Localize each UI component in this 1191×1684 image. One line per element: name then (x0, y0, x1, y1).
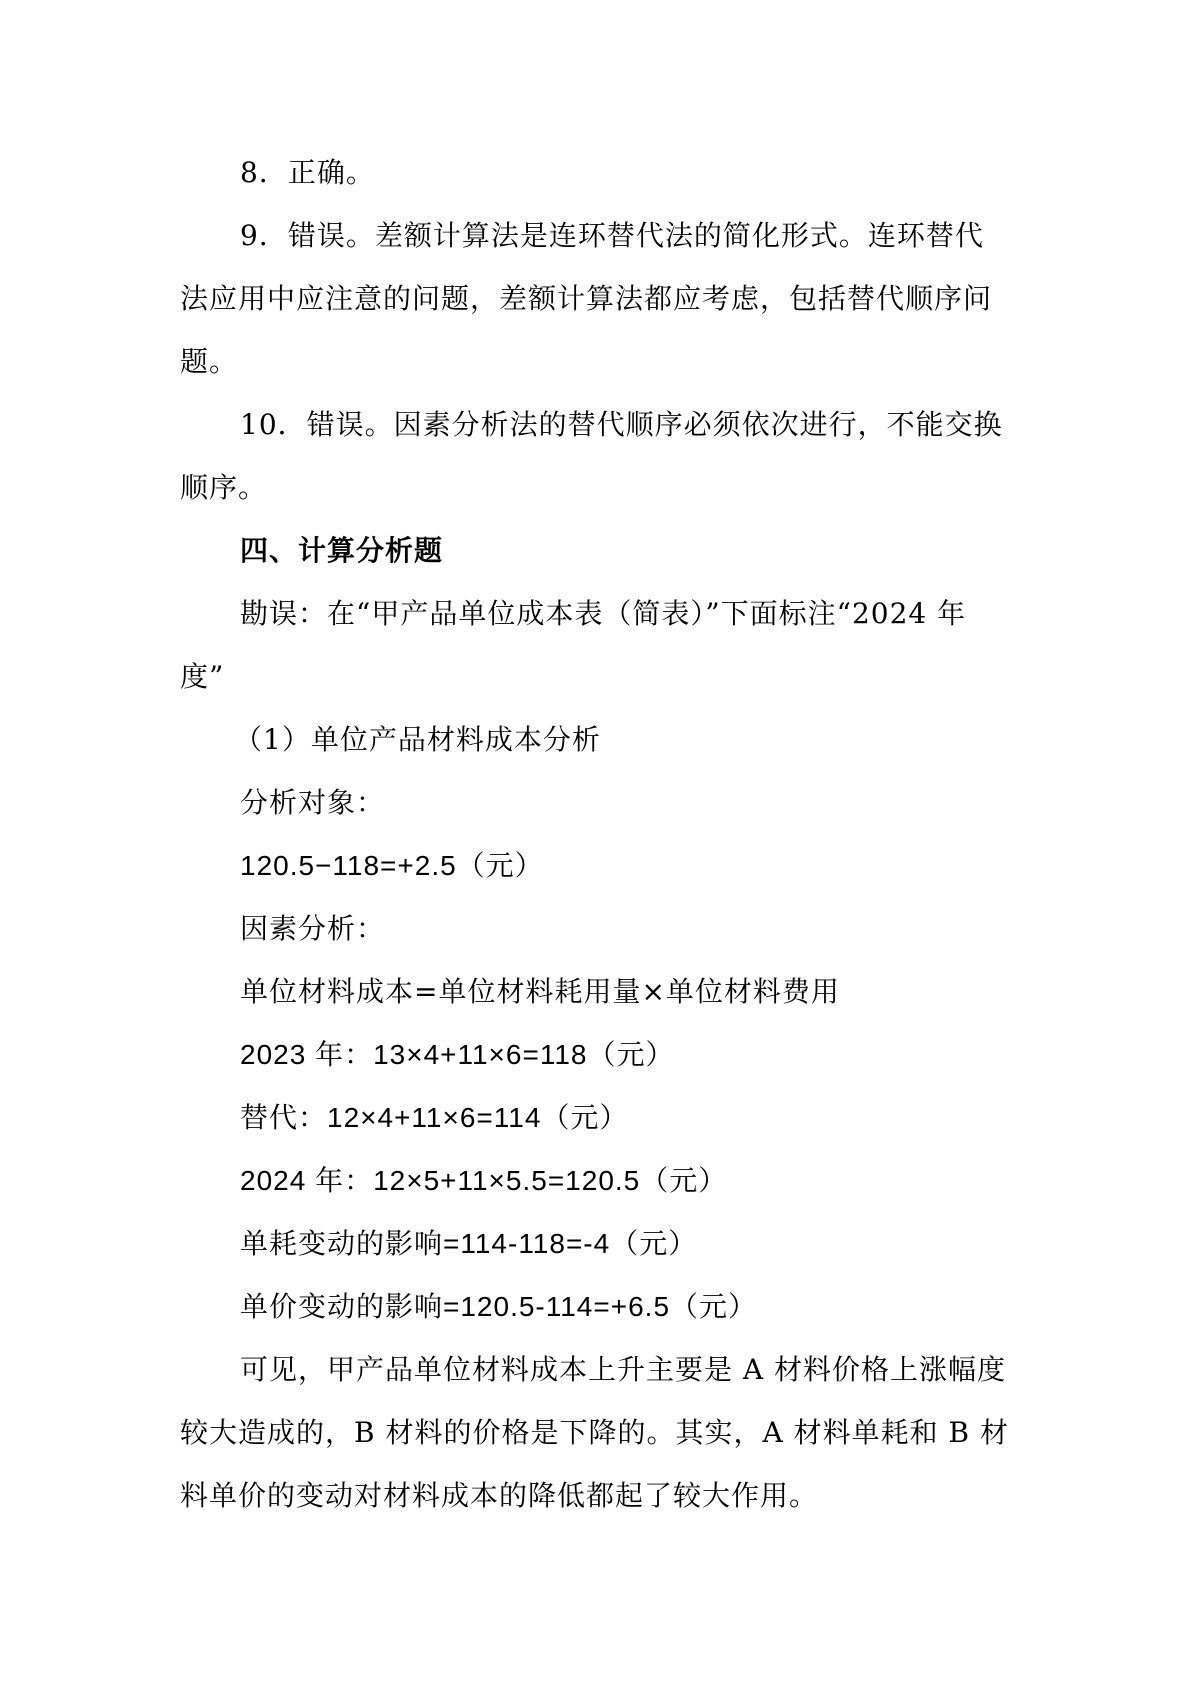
analysis-object-label: 分析对象： (240, 786, 386, 819)
section-heading: 四、计算分析题 (240, 534, 444, 567)
cost-formula: 单位材料成本=单位材料耗用量×单位材料费用 (240, 975, 840, 1008)
conclusion-line-1: 可见，甲产品单位材料成本上升主要是 A 材料价格上涨幅度 (240, 1353, 1007, 1386)
answer-10-line-2: 顺序。 (180, 471, 268, 504)
conclusion-line-3: 料单价的变动对材料成本的降低都起了较大作用。 (180, 1479, 819, 1512)
erratum-line-1: 勘误：在“甲产品单位成本表（简表）”下面标注“2024 年 (240, 597, 967, 630)
erratum-line-2: 度” (180, 660, 225, 693)
answer-9-line-1: 9．错误。差额计算法是连环替代法的简化形式。连环替代 (240, 219, 984, 252)
year-2023-calc: 2023 年：13×4+11×6=118（元） (240, 1039, 675, 1070)
analysis-object-formula: 120.5−118=+2.5（元） (240, 850, 544, 881)
conclusion-line-2: 较大造成的，B 材料的价格是下降的。其实，A 材料单耗和 B 材 (180, 1416, 1009, 1449)
price-change-effect: 单价变动的影响=120.5-114=+6.5（元） (240, 1291, 758, 1322)
answer-10-line-1: 10．错误。因素分析法的替代顺序必须依次进行，不能交换 (240, 408, 1003, 441)
year-2024-calc: 2024 年：12×5+11×5.5=120.5（元） (240, 1165, 728, 1196)
factor-analysis-label: 因素分析： (240, 912, 386, 945)
subheading-material-cost: （1）单位产品材料成本分析 (234, 723, 601, 756)
answer-9-line-2: 法应用中应注意的问题，差额计算法都应考虑，包括替代顺序问 (180, 282, 993, 315)
answer-9-line-3: 题。 (180, 345, 239, 378)
substitution-calc: 替代：12×4+11×6=114（元） (240, 1102, 629, 1133)
answer-8: 8．正确。 (240, 156, 375, 189)
consumption-change-effect: 单耗变动的影响=114-118=-4（元） (240, 1228, 698, 1259)
